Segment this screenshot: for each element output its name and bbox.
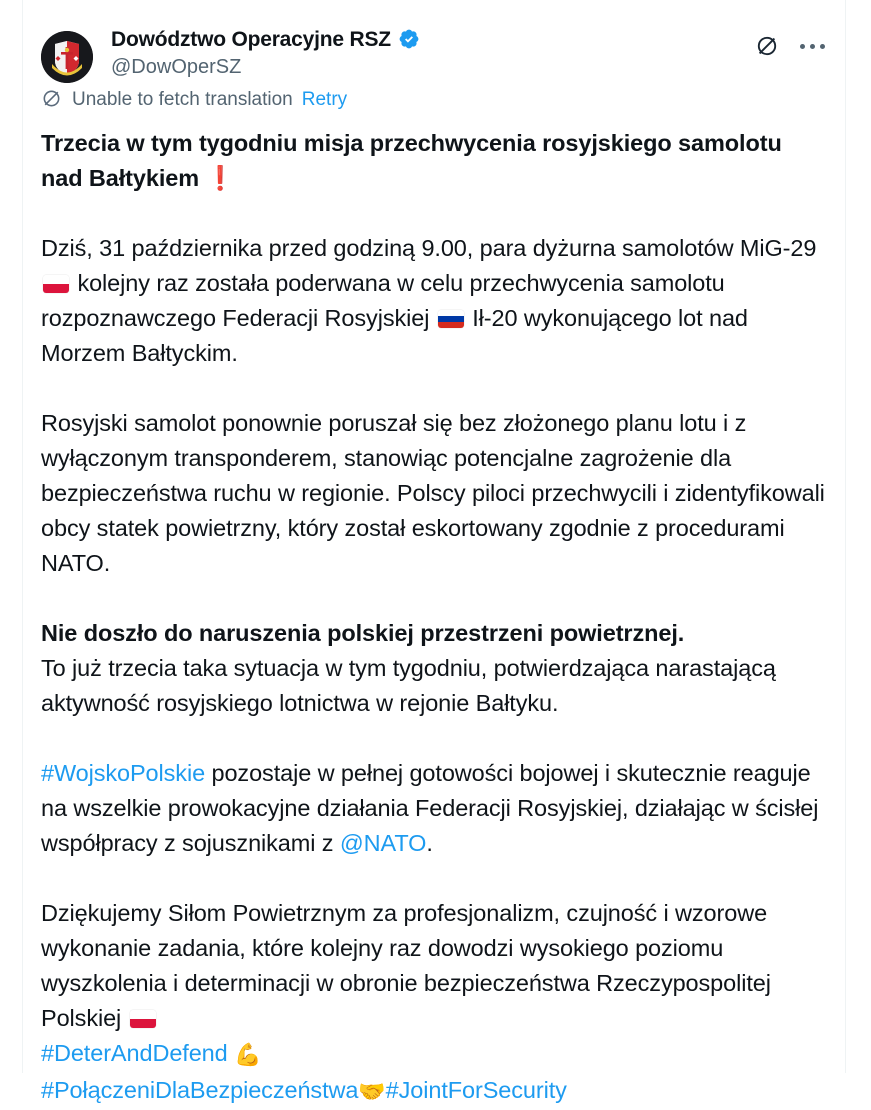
paragraph-4-end: .: [426, 830, 433, 856]
translation-notice-text: Unable to fetch translation: [72, 88, 293, 110]
paragraph-spacer: [41, 581, 827, 616]
paragraph-1-part-1: Dziś, 31 października przed godziną 9.00, para dyżurna samolotów MiG-29: [41, 235, 817, 261]
more-options-icon[interactable]: [798, 40, 827, 53]
tweet-card: [22, 0, 846, 1105]
tweet-headline: [41, 126, 827, 196]
handshake-emoji: 🤝: [358, 1080, 386, 1105]
retry-link[interactable]: Retry: [301, 88, 348, 110]
translate-off-icon: [41, 88, 63, 110]
hashtag-deteranddefend[interactable]: #DeterAndDefend: [41, 1040, 228, 1066]
verified-badge-icon: [398, 28, 420, 50]
poland-flag-emoji: [130, 1010, 156, 1028]
tweet-paragraph-4: [41, 756, 827, 861]
header-actions: [754, 27, 827, 59]
tweet-paragraph-1: [41, 231, 827, 371]
hashtag-wojskopolskie[interactable]: #WojskoPolskie: [41, 760, 206, 786]
tweet-paragraph-3: [41, 616, 827, 721]
translate-off-icon[interactable]: [754, 33, 780, 59]
avatar[interactable]: [41, 31, 93, 83]
paragraph-4-text: pozostaje w pełnej gotowości bojowej i skutecznie reaguje na wszelkie prowokacyjne działania Federacji Rosyjskiej, działając w ścisłej współpracy z sojusznikami z: [41, 760, 819, 856]
headline-line-1: Trzecia w tym tygodniu misja przechwycenia rosyjskiego samolotu: [41, 130, 782, 156]
flexed-biceps-emoji: 💪: [234, 1043, 262, 1068]
dot: [810, 44, 815, 49]
paragraph-3-bold: Nie doszło do naruszenia polskiej przestrzeni powietrznej.: [41, 620, 685, 646]
paragraph-spacer: [41, 196, 827, 231]
poland-flag-emoji: [43, 275, 69, 293]
exclamation-emoji: ❗: [205, 165, 235, 191]
paragraph-spacer: [41, 371, 827, 406]
translation-notice: [41, 88, 827, 110]
dot: [820, 44, 825, 49]
author-name-row[interactable]: [111, 28, 420, 50]
author-display-name: Dowództwo Operacyjne RSZ: [111, 27, 391, 51]
paragraph-spacer: [41, 861, 827, 896]
hashtag-jointforsecurity[interactable]: #JointForSecurity: [385, 1077, 567, 1103]
tweet-paragraph-2: Rosyjski samolot ponownie poruszał się bez złożonego planu lotu i z wyłączonym transponderem, stanowiąc potencjalne zagrożenie dla bezpieczeństwa ruchu w regionie. Polscy piloci przechwycili i zidentyfikowali obcy statek powietrzny, który został eskortowany zgodnie z procedurami NATO.: [41, 410, 825, 576]
paragraph-3-rest: To już trzecia taka sytuacja w tym tygodniu, potwierdzająca narastającą aktywność rosyjskiego lotnictwa w rejonie Bałtyku.: [41, 655, 776, 716]
paragraph-1-part-3: Ił-20 wykonującego lot nad Morzem Bałtyckim.: [41, 305, 748, 366]
paragraph-spacer: [41, 721, 827, 756]
tweet-header: [41, 0, 827, 78]
tweet-paragraph-5: [41, 896, 827, 1110]
paragraph-5-text: Dziękujemy Siłom Powietrznym za profesjonalizm, czujność i wzorowe wykonanie zadania, które kolejny raz dowodzi wysokiego poziomu wyszkolenia i determinacji w obronie bezpieczeństwa Rzeczypospolitej Polskiej: [41, 900, 771, 1031]
headline-line-2: nad Bałtykiem: [41, 165, 200, 191]
author-handle[interactable]: @DowOperSZ: [111, 56, 242, 78]
russia-flag-emoji: [438, 310, 464, 328]
author-identity: [111, 27, 420, 77]
hashtag-polaczenidlabezpieczenstwa[interactable]: #PołączeniDlaBezpieczeństwa: [41, 1077, 359, 1103]
mention-nato[interactable]: @NATO: [339, 830, 427, 856]
paragraph-1-part-2: kolejny raz została poderwana w celu przechwycenia samolotu rozpoznawczego Federacji Rosyjskiej: [41, 270, 725, 331]
dot: [800, 44, 805, 49]
tweet-text: [41, 126, 827, 1110]
